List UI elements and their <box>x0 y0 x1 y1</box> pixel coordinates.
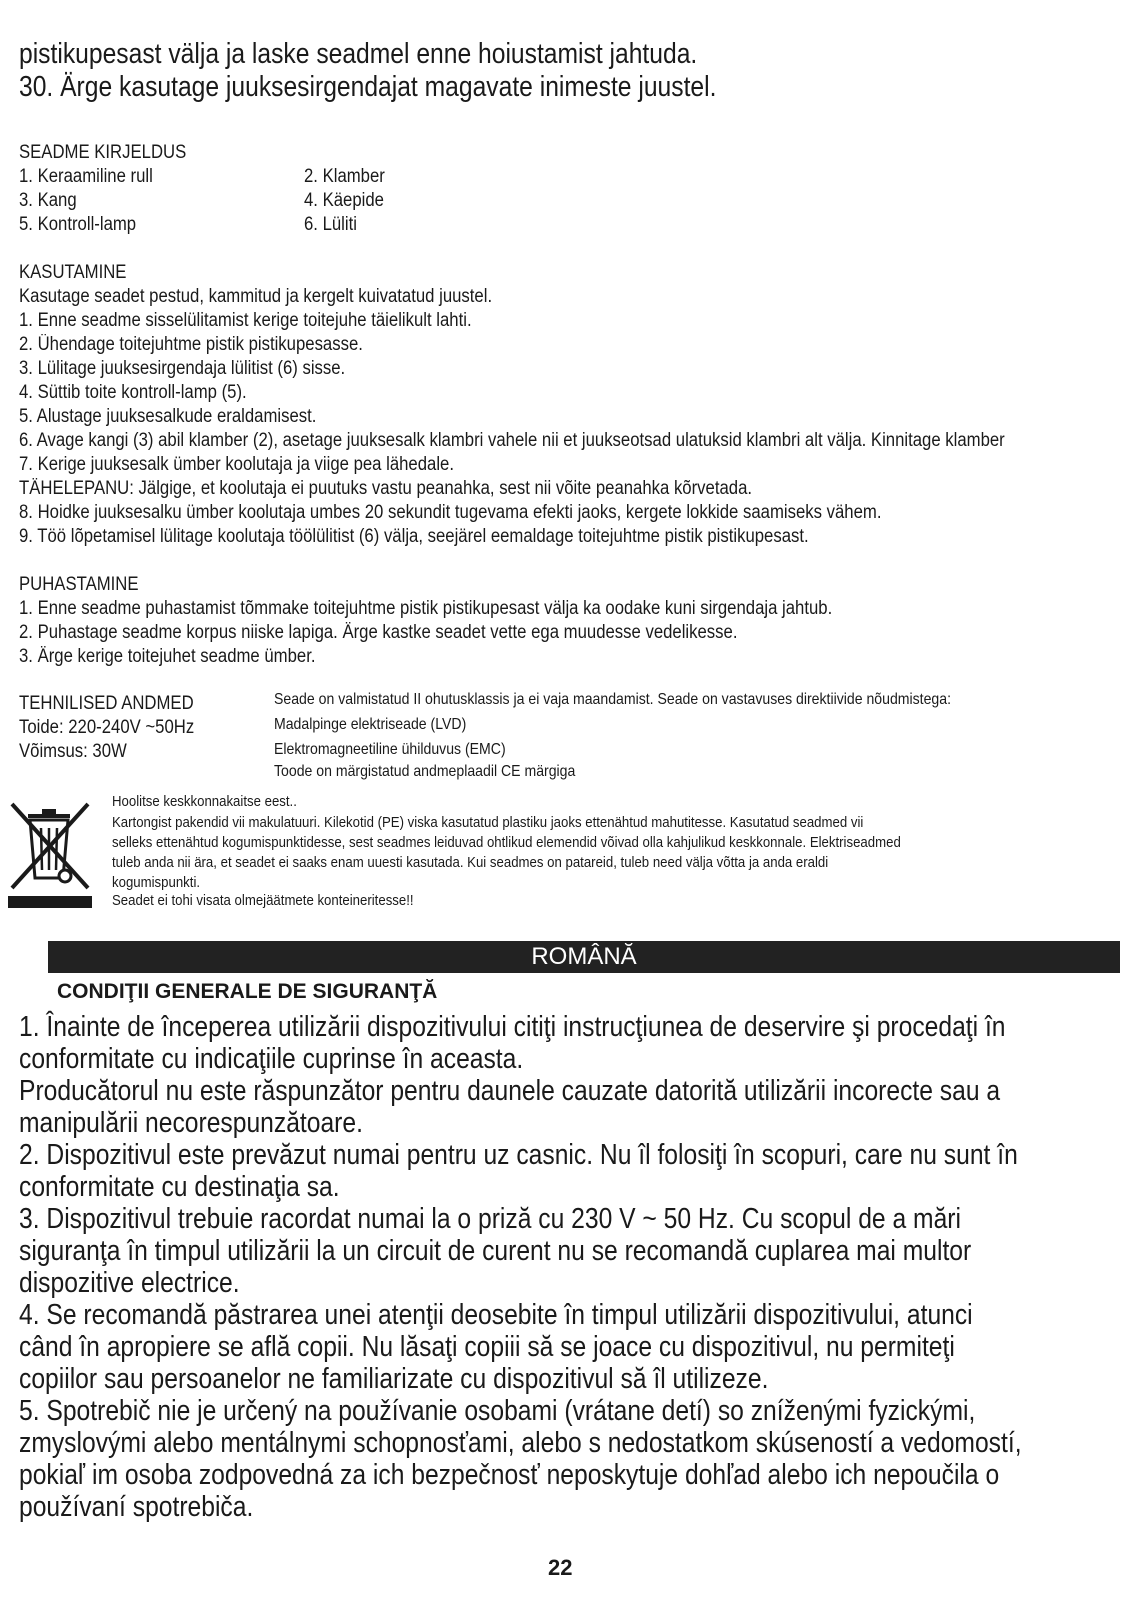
usage-line: 1. Enne seadme sisselülitamist kerige toitejuhe täielikult lahti. <box>19 310 472 331</box>
environment-line: Seadet ei tohi visata olmejäätmete konteineritesse!! <box>112 892 414 909</box>
environment-line: Hoolitse keskkonnakaitse eest.. <box>112 793 297 810</box>
part-item: 3. Kang <box>19 190 77 211</box>
crossed-out-wheelie-bin-icon <box>8 800 92 910</box>
cleaning-line: 2. Puhastage seadme korpus niiske lapiga. Ärge kastke seadet vette ega muudesse vedelikesse. <box>19 622 738 643</box>
page-number: 22 <box>548 1555 573 1580</box>
cleaning-heading: PUHASTAMINE <box>19 574 139 595</box>
cleaning-line: 1. Enne seadme puhastamist tõmmake toitejuhtme pistik pistikupesast välja ka oodake kuni sirgendaja jahtub. <box>19 598 833 619</box>
environment-line: Kartongist pakendid vii makulatuuri. Kilekotid (PE) viska kasutatud plastiku jaoks ettenähtud mahutitesse. Kasutatud seadmed vii <box>112 814 864 831</box>
specs-power-supply: Toide: 220-240V ~50Hz <box>19 717 195 738</box>
intro-line: pistikupesast välja ja laske seadmel enne hoiustamist jahtuda. <box>19 38 698 70</box>
specs-note: Madalpinge elektriseade (LVD) <box>274 716 467 733</box>
usage-line: 8. Hoidke juuksesalku ümber koolutaja umbes 20 sekundit tugevama efekti jaoks, kergete lokkide saamiseks vähem. <box>19 502 882 523</box>
romanian-line: copiilor sau persoanelor ne familiarizate cu dispozitivul să îl utilizeze. <box>19 1363 769 1395</box>
part-item: 1. Keraamiline rull <box>19 166 153 187</box>
part-item: 2. Klamber <box>304 166 385 187</box>
romanian-line: 2. Dispozitivul este prevăzut numai pentru uz casnic. Nu îl folosiţi în scopuri, care nu sunt în <box>19 1139 1018 1171</box>
cleaning-line: 3. Ärge kerige toitejuhet seadme ümber. <box>19 646 316 667</box>
romanian-line: conformitate cu destinaţia sa. <box>19 1171 340 1203</box>
romanian-line: zmyslovými alebo mentálnymi schopnosťami, alebo s nedostatkom skúseností a vedomostí, <box>19 1427 1022 1459</box>
part-item: 5. Kontroll-lamp <box>19 214 137 235</box>
language-band <box>48 941 1120 973</box>
usage-line: TÄHELEPANU: Jälgige, et koolutaja ei puutuks vastu peanahka, sest nii võite peanahka kõrvetada. <box>19 478 753 499</box>
part-item: 6. Lüliti <box>304 214 357 235</box>
romanian-line: când în apropiere se află copii. Nu lăsaţi copiii să se joace cu dispozitivul, nu permiteţi <box>19 1331 955 1363</box>
romanian-line: pokiaľ im osoba zodpovedná za ich bezpečnosť neposkytuje dohľad alebo ich nepoučila o <box>19 1459 1000 1491</box>
specs-heading: TEHNILISED ANDMED <box>19 693 194 714</box>
usage-line: 7. Kerige juuksesalk ümber koolutaja ja viige pea lähedale. <box>19 454 454 475</box>
specs-note: Elektromagneetiline ühilduvus (EMC) <box>274 741 506 758</box>
romanian-line: 1. Înainte de începerea utilizării dispozitivului citiţi instrucţiunea de deservire şi procedaţi în <box>19 1011 1006 1043</box>
specs-note: Toode on märgistatud andmeplaadil CE märgiga <box>274 763 576 780</box>
romanian-line: manipulării necorespunzătoare. <box>19 1107 363 1139</box>
usage-line: 5. Alustage juuksesalkude eraldamisest. <box>19 406 317 427</box>
romanian-line: 4. Se recomandă păstrarea unei atenţii deosebite în timpul utilizării dispozitivului, atunci <box>19 1299 973 1331</box>
usage-line: 3. Lülitage juuksesirgendaja lülitist (6) sisse. <box>19 358 346 379</box>
romanian-heading: CONDIŢII GENERALE DE SIGURANŢĂ <box>57 980 438 1003</box>
usage-line: 2. Ühendage toitejuhtme pistik pistikupesasse. <box>19 334 363 355</box>
environment-line: selleks ettenähtud kogumispunktidesse, sest seadmes leiduvad ohtlikud elemendid võivad olla kahjulikud keskkonnale. Elektriseadmed <box>112 834 901 851</box>
romanian-line: 3. Dispozitivul trebuie racordat numai la o priză cu 230 V ~ 50 Hz. Cu scopul de a mări <box>19 1203 961 1235</box>
specs-note: Seade on valmistatud II ohutusklassis ja ei vaja maandamist. Seade on vastavuses direktiivide nõudmistega: <box>274 691 951 708</box>
usage-line: Kasutage seadet pestud, kammitud ja kergelt kuivatatud juustel. <box>19 286 493 307</box>
romanian-line: dispozitive electrice. <box>19 1267 240 1299</box>
environment-line: tuleb anda nii ära, et seadet ei saaks enam uuesti kasutada. Kui seadmes on patareid, tuleb need välja võtta ja anda eraldi <box>112 854 829 871</box>
environment-line: kogumispunkti. <box>112 874 201 891</box>
part-item: 4. Käepide <box>304 190 384 211</box>
intro-line: 30. Ärge kasutage juuksesirgendajat magavate inimeste juustel. <box>19 71 717 103</box>
usage-heading: KASUTAMINE <box>19 262 127 283</box>
romanian-line: 5. Spotrebič nie je určený na používanie osobami (vrátane detí) so zníženými fyzickými, <box>19 1395 976 1427</box>
romanian-line: používaní spotrebiča. <box>19 1491 254 1523</box>
romanian-line: siguranţa în timpul utilizării la un circuit de curent nu se recomandă cuplarea mai multor <box>19 1235 972 1267</box>
usage-line: 6. Avage kangi (3) abil klamber (2), asetage juuksesalk klambri vahele nii et juukseotsad ulatuksid klambri alt välja. Kinnitage klamber <box>19 430 1005 451</box>
usage-line: 9. Töö lõpetamisel lülitage koolutaja töölülitist (6) välja, seejärel eemaldage toitejuhtme pistik pistikupesast. <box>19 526 809 547</box>
romanian-line: conformitate cu indicaţiile cuprinse în aceasta. <box>19 1043 524 1075</box>
romanian-line: Producătorul nu este răspunzător pentru daunele cauzate datorită utilizării incorecte sau a <box>19 1075 1001 1107</box>
usage-line: 4. Süttib toite kontroll-lamp (5). <box>19 382 247 403</box>
language-band-label: ROMÂNĂ <box>531 943 637 970</box>
description-heading: SEADME KIRJELDUS <box>19 142 187 163</box>
specs-power: Võimsus: 30W <box>19 741 127 762</box>
